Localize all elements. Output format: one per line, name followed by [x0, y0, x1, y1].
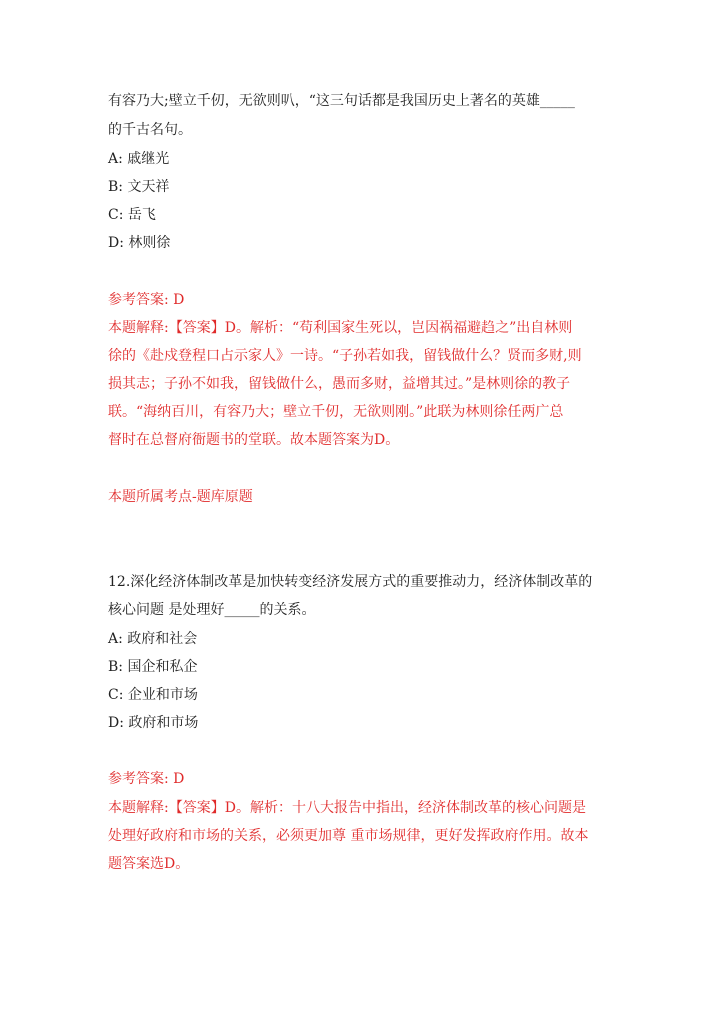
q12-explanation-line-1: 本题解释:【答案】D。解析：十八大报告中指出，经济体制改革的核心问题是	[108, 800, 586, 816]
q12-option-d: D: 政府和市场	[108, 715, 199, 731]
q12-answer: 参考答案: D	[108, 771, 185, 787]
q11-explanation-line-1: 本题解释:【答案】D。解析：“苟利国家生死以，岂因祸福避趋之”出自林则	[108, 320, 573, 336]
q11-option-b: B: 文天祥	[108, 179, 170, 195]
q12-option-b: B: 国企和私企	[108, 659, 198, 675]
q11-stem-line-1: 有容乃大;壁立千仞，无欲则叭，“这三句话都是我国历史上著名的英雄_____	[108, 93, 575, 109]
q11-explanation-line-5: 督时在总督府衙题书的堂联。故本题答案为D。	[108, 432, 400, 448]
q11-explanation-line-4: 联。“海纳百川，有容乃大；壁立千仞，无欲则刚。”此联为林则徐任两广总	[108, 404, 564, 420]
q11-option-d: D: 林则徐	[108, 235, 171, 251]
q11-explanation-line-2: 徐的《赴戍登程口占示家人》一诗。“子孙若如我，留钱做什么？贤而多财,则	[108, 348, 582, 364]
q11-option-c: C: 岳飞	[108, 207, 156, 223]
q11-explanation-line-3: 损其志；子孙不如我，留钱做什么，愚而多财，益增其过。”是林则徐的教子	[108, 376, 571, 392]
q12-option-c: C: 企业和市场	[108, 687, 198, 703]
q12-explanation-line-2: 处理好政府和市场的关系，必须更加尊 重市场规律，更好发挥政府作用。故本	[108, 828, 589, 844]
q12-option-a: A: 政府和社会	[108, 631, 198, 647]
q12-explanation-line-3: 题答案选D。	[108, 856, 190, 872]
q11-stem-line-2: 的千古名句。	[108, 122, 192, 138]
q11-answer: 参考答案: D	[108, 292, 185, 308]
q12-stem-line-1: 12.深化经济体制改革是加快转变经济发展方式的重要推动力，经济体制改革的	[108, 574, 593, 590]
q12-stem-line-2: 核心问题 是处理好_____的关系。	[108, 602, 316, 618]
q11-source-note: 本题所属考点-题库原题	[108, 489, 253, 505]
q11-option-a: A: 戚继光	[108, 151, 170, 167]
